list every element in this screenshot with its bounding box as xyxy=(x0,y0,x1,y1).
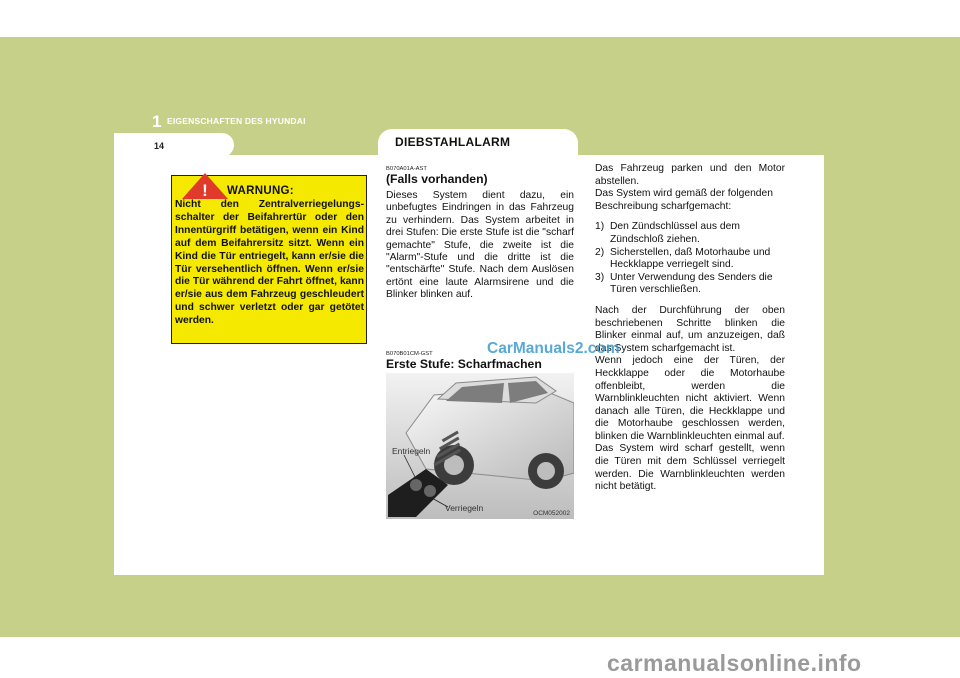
page-number: 14 xyxy=(154,141,165,151)
warning-text: Nicht den Zentralverriegelungs-schalter der Beifahrertür oder den Innentürgriff betätigen, wenn ein Kind auf dem Beifahrersitz sitzt. Wenn ein Kind die Tür entriegelt, kann er/sie die Tür versehentlich öffnen. Wenn er/sie die Tür während der Fahrt öffnet, kann er/sie aus dem Fahrzeug geschleudert und schwer verletzt oder gar getötet werden. xyxy=(175,199,364,327)
figure-code: OCM052002 xyxy=(533,510,570,517)
page-number-tab xyxy=(114,133,234,157)
section1-heading: (Falls vorhanden) xyxy=(386,172,488,186)
paragraph-key-lock: Das System wird scharf gestellt, wenn die Türen mit dem Schlüssel verriegelt werden. Die Warnblinkleuchten werden nicht betätigt. xyxy=(595,443,785,493)
section2-code: B070B01CM-GST xyxy=(386,351,433,357)
watermark-top: CarManuals2.com xyxy=(487,340,620,357)
right-column xyxy=(595,163,785,494)
steps-list xyxy=(595,221,785,297)
paragraph-open-doors: Wenn jedoch eine der Türen, der Heckklappe oder die Motorhaube offenbleibt, werden die Warnblinkleuchten nicht aktiviert. Wenn danach alle Türen, die Heckklappe und die Motorhaube geschlossen werden, blinken die Warnblinkleuchten einmal auf. xyxy=(595,355,785,442)
intro-text-2: Das System wird gemäß der folgenden Beschreibung scharfgemacht: xyxy=(595,188,773,212)
section1-body: Dieses System dient dazu, ein unbefugtes Eindringen in das Fahrzeug zu verhindern. Das System arbeitet in drei Stufen: Die erste Stufe ist die "scharf gemachte" Stufe, die zweite ist die "Alarm"-Stufe und die dritte ist die "entschärfte" Stufe. Nach dem Auslösen ertönt eine laute Alarmsirene und die Blinker blinken auf. xyxy=(386,190,574,301)
list-item: 1) Den Zündschlüssel aus dem Zündschloß ziehen. xyxy=(595,221,740,245)
warning-title: WARNUNG: xyxy=(227,185,294,197)
section1-code: B070A01A-AST xyxy=(386,166,427,172)
warning-triangle-icon xyxy=(182,173,228,199)
warning-box xyxy=(171,175,367,344)
list-item: 2) Sicherstellen, daß Motorhaube und Heckklappe verriegelt sind. xyxy=(595,246,771,271)
watermark-bottom: carmanualsonline.info xyxy=(607,650,862,676)
unlock-label: Entriegeln xyxy=(392,446,431,456)
remote-key-figure xyxy=(386,373,574,519)
lock-label: Verriegeln xyxy=(445,503,484,513)
list-item: 3) Unter Verwendung des Senders die Türen verschließen. xyxy=(595,271,773,296)
section2-heading: Erste Stufe: Scharfmachen xyxy=(386,357,542,371)
paragraph-armed: Nach der Durchführung der oben beschriebenen Schritte blinken die Blinker einmal auf, um anzuzeigen, daß das System scharfgemacht ist. xyxy=(595,304,785,354)
intro-text: Das Fahrzeug parken und den Motor abstellen. xyxy=(595,163,785,187)
section-title: DIEBSTAHLALARM xyxy=(395,135,511,149)
chapter-title: EIGENSCHAFTEN DES HYUNDAI xyxy=(167,116,306,126)
chapter-number: 1 xyxy=(152,112,162,131)
warning-symbol: ! xyxy=(202,181,208,199)
